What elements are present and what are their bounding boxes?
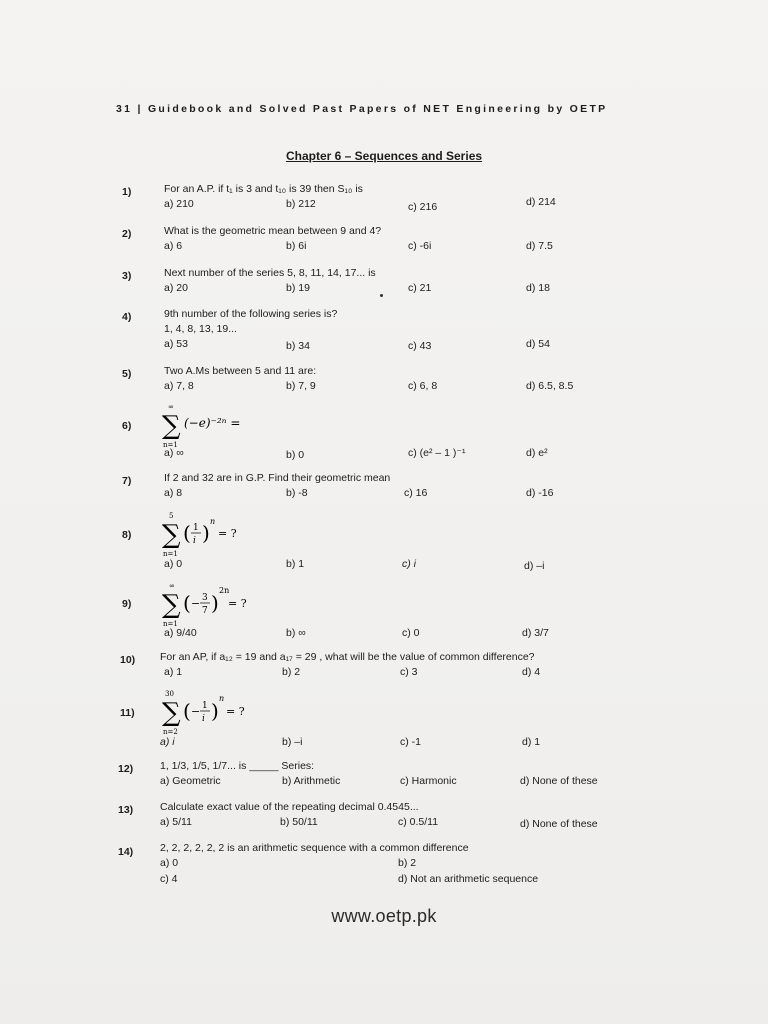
option-d: d) Not an arithmetic sequence: [398, 873, 539, 885]
option-c: c) Harmonic: [400, 775, 457, 787]
question-stem: If 2 and 32 are in G.P. Find their geometric mean: [164, 472, 391, 484]
summation-expression: [160, 580, 280, 626]
option-c: c) 0.5/11: [398, 816, 439, 828]
question-number: 4): [122, 311, 132, 323]
question-9: [0, 580, 768, 642]
minus-sign: −: [191, 705, 201, 718]
option-a: a) 1: [164, 666, 183, 678]
option-b: b) 0: [286, 449, 305, 461]
exponent: n: [210, 517, 216, 526]
option-a: a) i: [160, 736, 175, 748]
chapter-title: Chapter 6 – Sequences and Series: [285, 149, 483, 163]
option-a: a) 6: [164, 240, 183, 252]
option-a: a) 5/11: [160, 816, 192, 828]
exponent: 2n: [219, 586, 230, 595]
option-a: a) 210: [164, 198, 194, 210]
option-c: c) 216: [408, 201, 438, 213]
sum-lower-limit: n=1: [163, 441, 178, 449]
question-number: 1): [122, 186, 132, 198]
summation-svg: [160, 403, 280, 449]
option-b: b) 34: [286, 340, 310, 352]
option-b: b) 6i: [286, 240, 307, 252]
question-stem: For an AP, if a₁₂ = 19 and a₁₇ = 29 , what will be the value of common difference?: [160, 651, 535, 663]
minus-sign: −: [191, 597, 201, 610]
option-a: a) 0: [164, 558, 183, 570]
left-paren-icon: (: [183, 591, 191, 615]
option-d: d) e²: [526, 447, 548, 459]
option-d: d) None of these: [520, 775, 598, 787]
left-paren-icon: (: [183, 699, 191, 723]
question-stem: Two A.Ms between 5 and 11 are:: [164, 365, 317, 377]
question-stem: 1, 1/3, 1/5, 1/7... is _____ Series:: [160, 760, 315, 772]
option-c: c) 21: [408, 282, 432, 294]
right-paren-icon: ): [211, 591, 219, 615]
page-header: 31 | Guidebook and Solved Past Papers of NET Engineering by OETP: [116, 103, 608, 115]
question-number: 3): [122, 270, 132, 282]
sigma-icon: ∑: [162, 520, 181, 550]
fraction-denominator: 7: [202, 606, 208, 616]
option-c: c) 3: [400, 666, 418, 678]
question-number: 5): [122, 368, 132, 380]
sum-lower-limit: n=1: [163, 620, 178, 628]
question-4: [0, 307, 768, 357]
question-stem: Calculate exact value of the repeating decimal 0.4545...: [160, 801, 419, 813]
option-d: d) 54: [526, 338, 550, 350]
sum-equals: = ?: [228, 597, 247, 610]
option-b: b) 1: [286, 558, 305, 570]
sum-term: (−e)⁻²ⁿ =: [184, 416, 241, 430]
question-number: 10): [120, 654, 136, 666]
option-d: d) 214: [526, 196, 556, 208]
question-number: 7): [122, 475, 132, 487]
option-d: d) 7.5: [526, 240, 553, 252]
right-paren-icon: ): [211, 699, 219, 723]
question-stem: 2, 2, 2, 2, 2, 2 is an arithmetic sequence with a common difference: [160, 842, 469, 854]
option-b: b) 19: [286, 282, 310, 294]
question-number: 14): [118, 846, 134, 858]
sum-lower-limit: n=1: [163, 550, 178, 558]
summation-expression: [160, 688, 280, 734]
option-c: c) 16: [404, 487, 428, 499]
option-d: d) 6.5, 8.5: [526, 380, 574, 392]
question-stem: What is the geometric mean between 9 and 4?: [164, 225, 382, 237]
question-number: 8): [122, 529, 132, 541]
sigma-icon: ∑: [162, 590, 181, 620]
question-14: [0, 841, 768, 891]
summation-svg: [160, 688, 280, 736]
question-number: 6): [122, 420, 132, 432]
option-a: a) 53: [164, 338, 188, 350]
sum-upper-limit: ∞: [168, 403, 174, 411]
option-d: d) 18: [526, 282, 550, 294]
question-6: [0, 403, 768, 463]
fraction-numerator: 3: [202, 593, 208, 603]
fraction-numerator: 1: [193, 523, 199, 533]
question-number: 13): [118, 804, 134, 816]
question-8: [0, 510, 768, 572]
option-d: d) None of these: [520, 818, 598, 830]
option-a: a) 7, 8: [164, 380, 194, 392]
right-paren-icon: ): [202, 521, 210, 545]
option-b: b) ∞: [286, 627, 306, 639]
sum-upper-limit: 5: [169, 512, 174, 520]
option-c: c) -6i: [408, 240, 432, 252]
option-b: b) Arithmetic: [282, 775, 341, 787]
question-number: 9): [122, 598, 132, 610]
left-paren-icon: (: [183, 521, 191, 545]
option-a: a) Geometric: [160, 775, 221, 787]
option-b: b) -8: [286, 487, 308, 499]
sum-lower-limit: n=2: [163, 728, 178, 736]
option-b: b) 7, 9: [286, 380, 316, 392]
option-c: c) 6, 8: [408, 380, 438, 392]
question-number: 2): [122, 228, 132, 240]
option-d: d) 3/7: [522, 627, 549, 639]
option-b: b) –i: [282, 736, 303, 748]
footer-url: www.oetp.pk: [331, 906, 437, 926]
summation-svg: [160, 580, 280, 628]
option-a: a) 0: [160, 857, 179, 869]
sum-upper-limit: ∞: [169, 582, 175, 590]
sum-upper-limit: 30: [165, 690, 174, 698]
option-a: a) ∞: [164, 447, 184, 459]
question-number: 11): [120, 707, 135, 719]
sum-equals: = ?: [226, 705, 245, 718]
option-b: b) 2: [398, 857, 417, 869]
option-b: b) 50/11: [280, 816, 318, 828]
option-c: c) 0: [402, 627, 420, 639]
option-b: b) 2: [282, 666, 301, 678]
question-11: [0, 688, 768, 750]
question-stem: For an A.P. if t₁ is 3 and t₁₀ is 39 then S₁₀ is: [164, 183, 363, 195]
option-c: c) -1: [400, 736, 421, 748]
question-stem: Next number of the series 5, 8, 11, 14, 17... is: [164, 267, 376, 279]
option-c: c) i: [402, 558, 416, 570]
sigma-icon: ∑: [162, 411, 181, 441]
question-number: 12): [118, 763, 134, 775]
question-sequence: 1, 4, 8, 13, 19...: [164, 323, 237, 335]
option-c: c) 43: [408, 340, 432, 352]
option-d: d) -16: [526, 487, 554, 499]
option-c: c) 4: [160, 873, 178, 885]
summation-expression: [160, 403, 280, 449]
summation-svg: [160, 510, 280, 558]
fraction-numerator: 1: [202, 701, 208, 711]
sum-equals: = ?: [218, 527, 237, 540]
exponent: n: [219, 694, 225, 703]
fraction-denominator: i: [202, 714, 205, 724]
sigma-icon: ∑: [162, 698, 181, 728]
option-a: a) 9/40: [164, 627, 197, 639]
question-stem: 9th number of the following series is?: [164, 308, 338, 320]
option-b: b) 212: [286, 198, 316, 210]
option-d: d) 4: [522, 666, 541, 678]
option-a: a) 20: [164, 282, 188, 294]
option-d: d) 1: [522, 736, 541, 748]
option-d: d) –i: [524, 560, 545, 572]
option-a: a) 8: [164, 487, 183, 499]
summation-expression: [160, 510, 280, 556]
option-c: c) (e² – 1 )⁻¹: [408, 447, 466, 459]
fraction-denominator: i: [193, 536, 196, 546]
stray-dot: [380, 294, 383, 297]
